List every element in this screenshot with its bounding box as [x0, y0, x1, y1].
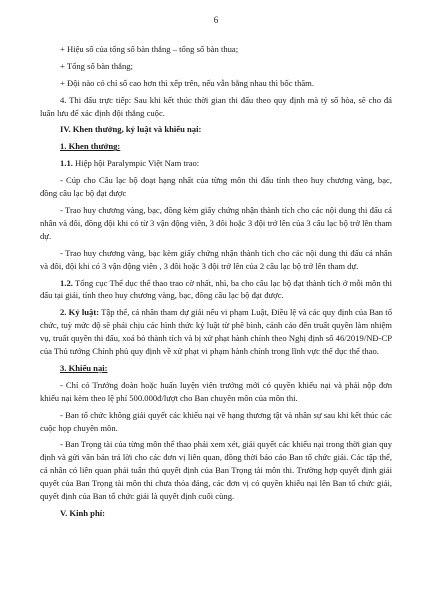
complaints-heading — [40, 362, 392, 375]
reward-1-1-item-3: - Trao huy chương vàng, bạc kèm giấy chứng nhận thành tích cho các nội dung thi đấu cá nhân và đôi, đội khi có 3 vận động viên , 3 đôi hoặc 3 đội trở lên của 2 câu lạc bộ trở lên tham dự. — [40, 247, 392, 271]
reward-1-2 — [40, 277, 392, 303]
rewards-heading-text: 1. Khen thưởng: — [60, 141, 121, 152]
page-number: 6 — [213, 15, 219, 25]
reward-1-1-text: Hiệp hội Paralympic Việt Nam trao: — [75, 158, 200, 169]
rewards-heading — [40, 140, 392, 153]
discipline-label: 2. Kỷ luật: — [60, 307, 100, 318]
score-rule-3: + Đội nào có chỉ số cao hơn thì xếp trên, nếu vẫn bằng nhau thì bốc thăm. — [60, 77, 315, 88]
score-rule-1: + Hiệu số của tổng số bàn thắng – tổng số bàn thua; — [60, 43, 239, 54]
reward-1-1-item-2: - Trao huy chương vàng, bạc, đồng kèm giấy chứng nhận thành tích cho các nội dung thi đấu cá nhân và đôi, đồng đội khi có từ 3 vận động viên, 3 đôi hoặc 3 đội trở lên của 3 câu lạc bộ trở lên tham dự. — [40, 204, 392, 241]
discipline-paragraph — [40, 306, 392, 358]
section-4-heading: IV. Khen thưởng, kỷ luật và khiếu nại: — [60, 124, 202, 135]
reward-1-2-text: Tổng cục Thể dục thể thao trao cờ nhất, nhì, ba cho câu lạc bộ đạt thành tích ở mỗi môn thi đấu tại giải, tính theo huy chương vàng, bạc, đồng câu lạc bộ đạt được. — [40, 277, 392, 301]
complaint-1: - Chỉ có Trưởng đoàn hoặc huấn luyện viên trưởng mới có quyền khiếu nại và phải nộp đơn khiếu nại kèm theo lệ phí 500.000đ/lượt cho Ban chuyên môn của môn thi. — [40, 379, 392, 403]
complaint-2: - Ban tổ chức không giải quyết các khiếu nại về hạng thương tật và nhân sự sau khi kết thúc các cuộc họp chuyên môn. — [40, 409, 392, 433]
reward-1-1-item-1: - Cúp cho Câu lạc bộ đoạt hạng nhất của từng môn thi đấu tính theo huy chương vàng, bạc, đồng câu lạc bộ đạt được — [40, 175, 392, 199]
reward-1-2-number: 1.2. — [60, 277, 73, 288]
item-4-direct-play: 4. Thi đấu trực tiếp: Sau khi kết thúc thời gian thi đấu theo quy định mà tỷ số hòa, sẽ cho đá luân lưu để xác định đội thắng cuộc. — [40, 94, 392, 118]
complaint-3: - Ban Trọng tài của từng môn thể thao phải xem xét, giải quyết các khiếu nại trong thời gian quy định và gửi văn bản trả lời cho các đơn vị liên quan, đồng thời báo cáo Ban tổ chức giải. Các tập thể, cá nhân có liên quan phải tuân thủ quyết định của Ban Trọng tài môn thi. Trường hợp quyết định giải quyết của Ban Trọng tài môn thi chưa thỏa đáng, các đơn vị có quyền khiếu nại lên Ban tổ chức giải, quyết định của Ban tổ chức giải là quyết định cuối cùng. — [40, 439, 392, 502]
complaints-heading-text: 3. Khiếu nại: — [60, 362, 108, 373]
reward-1-1 — [40, 157, 392, 170]
discipline-text: Tập thể, cá nhân tham dự giải nếu vi phạm Luật, Điều lệ và các quy định của Ban tổ chức, tuỳ mức độ sẽ phải chịu các hình thức kỷ luật từ phê bình, cảnh cáo đến truất quyền làm nhiệm vụ, truất quyền thi đấu, xoá bỏ thành tích và bị xử phạt hành chính theo Nghị định số 46/2019/NĐ-CP của Thủ tướng Chính phủ quy định về xử phạt vi phạm hành chính trong lĩnh vực thể dục thể thao. — [40, 307, 392, 357]
reward-1-1-number: 1.1. — [60, 158, 73, 169]
score-rule-2: + Tổng số bàn thắng; — [60, 60, 133, 71]
section-5-heading: V. Kinh phí: — [60, 508, 105, 518]
